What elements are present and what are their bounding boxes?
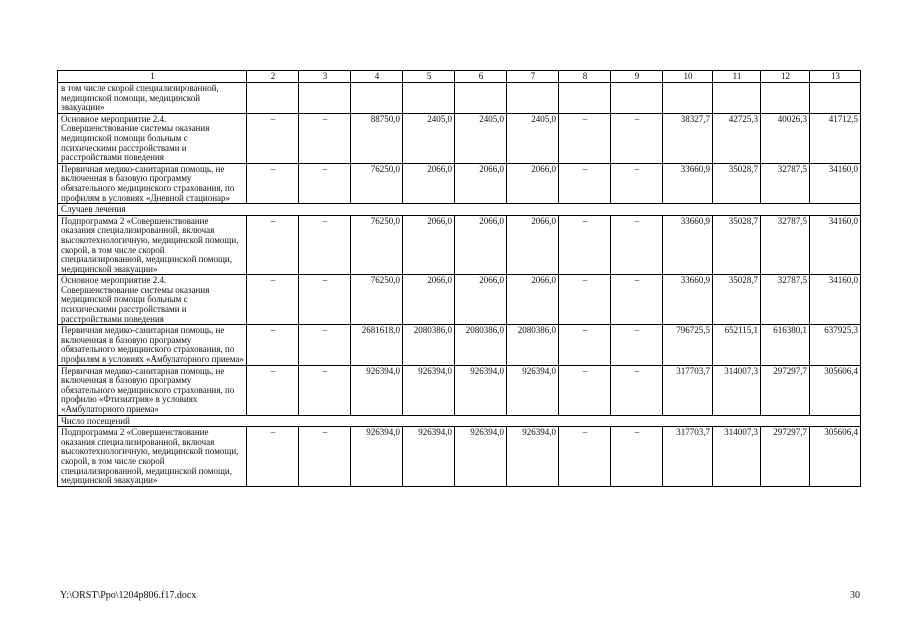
row-label: Первичная медико-санитарная помощь, не включенная в базовую программу обязательного медицинского страхования, по профилю «Фтизиатрия» в условиях «Амбулаторного приема»: [58, 365, 247, 415]
table-cell: 35028,7: [713, 275, 761, 325]
table-cell: [663, 83, 713, 114]
table-cell: 317703,7: [663, 427, 713, 487]
table-cell: –: [559, 427, 611, 487]
column-header: 13: [810, 71, 861, 83]
table-cell: 33660,9: [663, 275, 713, 325]
table-cell: 616380,1: [761, 325, 810, 365]
table-header-row: [58, 71, 861, 83]
column-header: 8: [559, 71, 611, 83]
table-cell: 2066,0: [507, 215, 559, 275]
table-cell: 314007,3: [713, 365, 761, 415]
row-label: Первичная медико-санитарная помощь, не включенная в базовую программу обязательного медицинского страхования, по профилям в условиях «Амбулаторного приема»: [58, 325, 247, 365]
footer-file-path: Y:\ORST\Ppo\1204p806.f17.docx: [60, 590, 197, 601]
table-row: [58, 204, 861, 216]
table-cell: 305606,4: [810, 427, 861, 487]
table-row: [58, 275, 861, 325]
table-cell: [403, 83, 455, 114]
column-header: 9: [611, 71, 663, 83]
table-cell: 297297,7: [761, 365, 810, 415]
table-cell: 33660,9: [663, 215, 713, 275]
table-cell: 40026,3: [761, 113, 810, 163]
table-cell: 317703,7: [663, 365, 713, 415]
table-cell: 297297,7: [761, 427, 810, 487]
table-cell: –: [559, 163, 611, 203]
table-cell: –: [611, 365, 663, 415]
column-header: 4: [351, 71, 403, 83]
table-row: [58, 83, 861, 114]
data-table: [57, 70, 861, 487]
table-row: [58, 163, 861, 203]
table-cell: –: [611, 163, 663, 203]
table-cell: 637925,3: [810, 325, 861, 365]
table-cell: 2080386,0: [403, 325, 455, 365]
table-cell: –: [247, 427, 299, 487]
table-cell: 2681618,0: [351, 325, 403, 365]
table-cell: –: [611, 275, 663, 325]
table-cell: –: [299, 215, 351, 275]
table-cell: –: [247, 365, 299, 415]
table-cell: –: [299, 113, 351, 163]
table-cell: –: [247, 325, 299, 365]
table-cell: 796725,5: [663, 325, 713, 365]
table-cell: [299, 83, 351, 114]
table-cell: –: [247, 163, 299, 203]
table-cell: 305606,4: [810, 365, 861, 415]
table-cell: –: [299, 427, 351, 487]
table-cell: 926394,0: [455, 427, 507, 487]
column-header: 1: [58, 71, 247, 83]
table-row: [58, 325, 861, 365]
table-cell: 2080386,0: [455, 325, 507, 365]
table-cell: –: [247, 215, 299, 275]
table-cell: 926394,0: [403, 365, 455, 415]
table-cell: 2405,0: [403, 113, 455, 163]
table-cell: 33660,9: [663, 163, 713, 203]
table-row: [58, 427, 861, 487]
table-cell: 314007,3: [713, 427, 761, 487]
table-cell: 41712,5: [810, 113, 861, 163]
table-cell: 926394,0: [507, 427, 559, 487]
table-cell: –: [559, 325, 611, 365]
column-header: 3: [299, 71, 351, 83]
row-label: Основное мероприятие 2.4. Совершенствование системы оказания медицинской помощи больным с психическими расстройствами и расстройствами поведения: [58, 275, 247, 325]
table-cell: 76250,0: [351, 275, 403, 325]
table-cell: 88750,0: [351, 113, 403, 163]
table-cell: 2405,0: [455, 113, 507, 163]
table-cell: [761, 83, 810, 114]
table-cell: 2066,0: [455, 215, 507, 275]
table-row: [58, 365, 861, 415]
section-label: Случаев лечения: [58, 204, 861, 216]
table-cell: –: [559, 113, 611, 163]
table-cell: [810, 83, 861, 114]
table-cell: [247, 83, 299, 114]
table-cell: 76250,0: [351, 163, 403, 203]
table-cell: –: [559, 365, 611, 415]
table-cell: –: [299, 325, 351, 365]
table-cell: [351, 83, 403, 114]
table-row: [58, 215, 861, 275]
table-cell: –: [299, 163, 351, 203]
table-cell: 2405,0: [507, 113, 559, 163]
table-cell: 2066,0: [403, 275, 455, 325]
row-label: Подпрограмма 2 «Совершенствование оказания специализированной, включая высокотехнологичную, медицинской помощи, скорой, в том числе скорой специализированной, медицинской помощи, медицинской эвакуации»: [58, 427, 247, 487]
table-cell: –: [611, 113, 663, 163]
table-cell: –: [299, 275, 351, 325]
table-cell: 2066,0: [455, 275, 507, 325]
table-cell: –: [299, 365, 351, 415]
column-header: 6: [455, 71, 507, 83]
table-cell: 2080386,0: [507, 325, 559, 365]
row-label: Первичная медико-санитарная помощь, не включенная в базовую программу обязательного медицинского страхования, по профилям в условиях «Дневной стационар»: [58, 163, 247, 203]
table-cell: 2066,0: [403, 163, 455, 203]
table-cell: 34160,0: [810, 275, 861, 325]
table-cell: 35028,7: [713, 163, 761, 203]
table-cell: 926394,0: [351, 365, 403, 415]
row-label: в том числе скорой специализированной, медицинской помощи, медицинской эвакуации»: [58, 83, 247, 114]
table-cell: 76250,0: [351, 215, 403, 275]
table-cell: [559, 83, 611, 114]
table-cell: [713, 83, 761, 114]
table-cell: 926394,0: [455, 365, 507, 415]
row-label: Подпрограмма 2 «Совершенствование оказания специализированной, включая высокотехнологичную, медицинской помощи, скорой, в том числе скорой специализированной, медицинской помощи, медицинской эвакуации»: [58, 215, 247, 275]
table-cell: [455, 83, 507, 114]
table-row: [58, 113, 861, 163]
section-label: Число посещений: [58, 415, 861, 427]
table-row: [58, 415, 861, 427]
table-cell: 32787,5: [761, 163, 810, 203]
footer-page-number: 30: [850, 590, 860, 601]
table-cell: 926394,0: [403, 427, 455, 487]
table-cell: 926394,0: [507, 365, 559, 415]
table-cell: 34160,0: [810, 215, 861, 275]
table-cell: 35028,7: [713, 215, 761, 275]
table-cell: –: [559, 275, 611, 325]
table-cell: 2066,0: [455, 163, 507, 203]
table-cell: 42725,3: [713, 113, 761, 163]
row-label: Основное мероприятие 2.4. Совершенствование системы оказания медицинской помощи больным с психическими расстройствами и расстройствами поведения: [58, 113, 247, 163]
table-cell: 38327,7: [663, 113, 713, 163]
table-cell: 32787,5: [761, 275, 810, 325]
table-cell: 2066,0: [507, 275, 559, 325]
column-header: 11: [713, 71, 761, 83]
column-header: 7: [507, 71, 559, 83]
table-cell: 2066,0: [507, 163, 559, 203]
column-header: 10: [663, 71, 713, 83]
table-cell: 652115,1: [713, 325, 761, 365]
table-cell: [507, 83, 559, 114]
table-cell: –: [611, 215, 663, 275]
table-cell: 32787,5: [761, 215, 810, 275]
table-cell: 926394,0: [351, 427, 403, 487]
table-cell: 34160,0: [810, 163, 861, 203]
table-cell: –: [611, 427, 663, 487]
table-cell: –: [247, 113, 299, 163]
table-cell: –: [247, 275, 299, 325]
table-cell: 2066,0: [403, 215, 455, 275]
column-header: 2: [247, 71, 299, 83]
column-header: 5: [403, 71, 455, 83]
table-cell: –: [611, 325, 663, 365]
table-cell: [611, 83, 663, 114]
column-header: 12: [761, 71, 810, 83]
table-cell: –: [559, 215, 611, 275]
